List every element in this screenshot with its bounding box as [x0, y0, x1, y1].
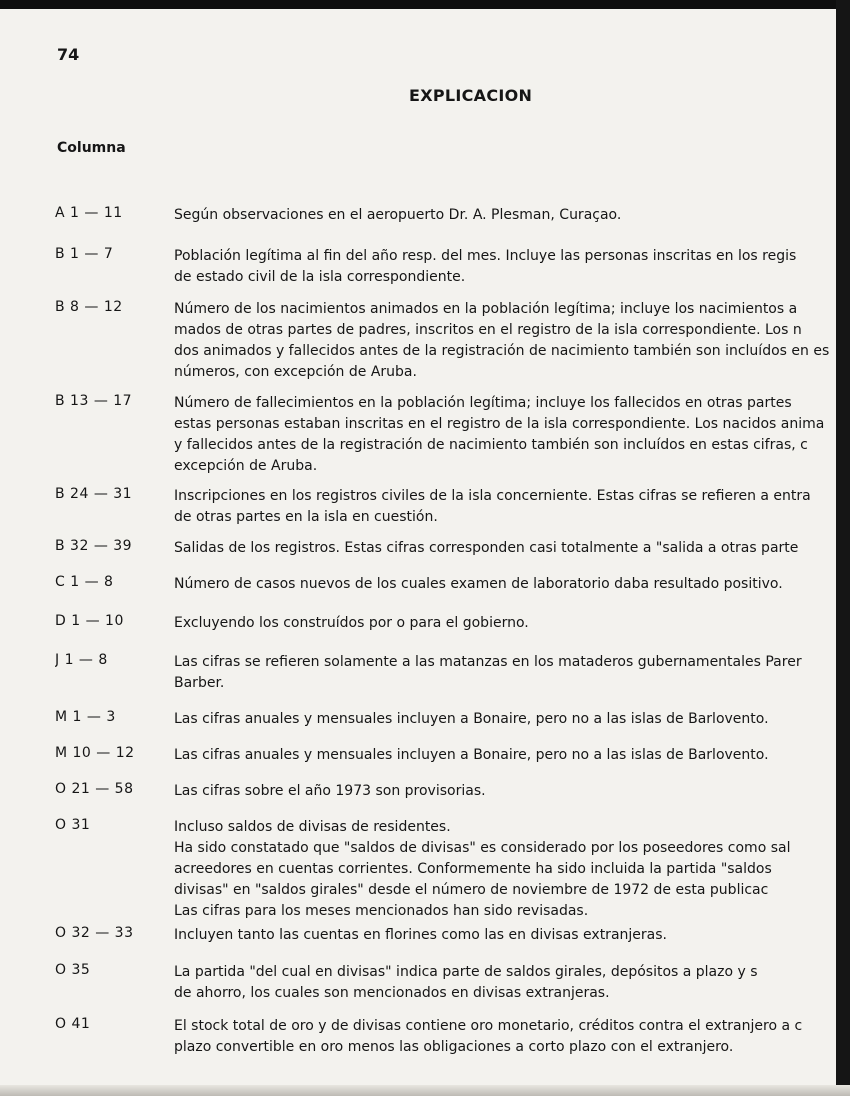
scan-top-edge	[0, 0, 850, 9]
entry-reference: A 1 — 11	[55, 205, 123, 221]
entry-description-line: Excluyendo los construídos por o para el gobierno.	[174, 615, 529, 631]
entry-description-line: Salidas de los registros. Estas cifras corresponden casi totalmente a "salida a otras parte	[174, 540, 799, 556]
entry-description-line: Población legítima al fin del año resp. del mes. Incluye las personas inscritas en los regis	[174, 248, 797, 264]
entry-description	[174, 709, 834, 730]
entry-description-line: divisas" en "saldos girales" desde el número de noviembre de 1972 de esta publicac	[174, 882, 769, 898]
explanation-entry	[55, 1016, 834, 1058]
entry-description-line: El stock total de oro y de divisas contiene oro monetario, créditos contra el extranjero a c	[174, 1018, 803, 1034]
explanation-entry	[55, 745, 834, 766]
entry-description-line: Ha sido constatado que "saldos de divisas" es considerado por los poseedores como sal	[174, 840, 791, 856]
entry-description	[174, 1016, 834, 1058]
explanation-entry	[55, 538, 834, 559]
entry-reference: C 1 — 8	[55, 574, 114, 590]
entry-description	[174, 246, 834, 288]
scan-bottom-edge	[0, 1085, 850, 1096]
entry-reference: B 1 — 7	[55, 246, 114, 262]
entry-description-line: Inscripciones en los registros civiles de la isla concerniente. Estas cifras se refieren a entra	[174, 488, 811, 504]
entry-reference: O 21 — 58	[55, 781, 134, 797]
explanation-entry	[55, 925, 834, 946]
entry-description-line: dos animados y fallecidos antes de la registración de nacimiento también son incluídos en es	[174, 343, 830, 359]
entry-reference: J 1 — 8	[55, 652, 108, 668]
explanation-entry	[55, 613, 834, 634]
page-title: EXPLICACION	[409, 86, 533, 105]
entry-description	[174, 613, 834, 634]
explanation-entry	[55, 486, 834, 528]
entry-description	[174, 925, 834, 946]
explanation-entry	[55, 205, 834, 226]
entry-description-line: mados de otras partes de padres, inscritos en el registro de la isla correspondiente. Los n	[174, 322, 802, 338]
entry-description	[174, 393, 834, 477]
entry-description-line: Número de casos nuevos de los cuales examen de laboratorio daba resultado positivo.	[174, 576, 783, 592]
entry-description-line: Incluso saldos de divisas de residentes.	[174, 819, 451, 835]
entry-description-line: Las cifras para los meses mencionados han sido revisadas.	[174, 903, 589, 919]
entry-description	[174, 817, 834, 922]
entry-description	[174, 205, 834, 226]
explanation-entry	[55, 709, 834, 730]
scan-right-edge	[836, 0, 850, 1096]
entry-reference: O 32 — 33	[55, 925, 134, 941]
explanation-entry	[55, 962, 834, 1004]
entry-description-line: excepción de Aruba.	[174, 458, 318, 474]
entry-description-line: y fallecidos antes de la registración de nacimiento también son incluídos en estas cifras, c	[174, 437, 808, 453]
entry-description	[174, 962, 834, 1004]
entry-description	[174, 574, 834, 595]
entry-description	[174, 538, 834, 559]
entry-description	[174, 299, 834, 383]
entry-reference: O 31	[55, 817, 91, 833]
column-heading: Columna	[57, 140, 126, 156]
entry-reference: M 1 — 3	[55, 709, 116, 725]
entry-description-line: Según observaciones en el aeropuerto Dr. A. Plesman, Curaçao.	[174, 207, 622, 223]
entry-description-line: Número de fallecimientos en la población legítima; incluye los fallecidos en otras partes	[174, 395, 792, 411]
entry-description-line: Las cifras anuales y mensuales incluyen a Bonaire, pero no a las islas de Barlovento.	[174, 747, 769, 763]
entry-reference: B 13 — 17	[55, 393, 133, 409]
explanation-entry	[55, 574, 834, 595]
entry-description-line: Incluyen tanto las cuentas en florines como las en divisas extranjeras.	[174, 927, 667, 943]
entry-description-line: números, con excepción de Aruba.	[174, 364, 417, 380]
entry-description	[174, 652, 834, 694]
entry-description	[174, 486, 834, 528]
entry-description-line: Las cifras sobre el año 1973 son provisorias.	[174, 783, 486, 799]
entry-description-line: La partida "del cual en divisas" indica parte de saldos girales, depósitos a plazo y s	[174, 964, 758, 980]
entry-reference: O 35	[55, 962, 91, 978]
explanation-entry	[55, 299, 834, 383]
explanation-entry	[55, 817, 834, 922]
entry-description-line: estas personas estaban inscritas en el registro de la isla correspondiente. Los nacidos anima	[174, 416, 825, 432]
explanation-entry	[55, 652, 834, 694]
entry-reference: B 32 — 39	[55, 538, 133, 554]
entry-description	[174, 745, 834, 766]
entry-description-line: Número de los nacimientos animados en la población legítima; incluye los nacimientos a	[174, 301, 798, 317]
entry-description-line: de estado civil de la isla correspondiente.	[174, 269, 466, 285]
entry-description-line: acreedores en cuentas corrientes. Conformemente ha sido incluida la partida "saldos	[174, 861, 772, 877]
entry-reference: O 41	[55, 1016, 91, 1032]
entry-description-line: Las cifras anuales y mensuales incluyen a Bonaire, pero no a las islas de Barlovento.	[174, 711, 769, 727]
entry-reference: B 8 — 12	[55, 299, 123, 315]
explanation-entry	[55, 393, 834, 477]
explanation-entry	[55, 781, 834, 802]
page-number: 74	[57, 45, 80, 64]
entry-description-line: plazo convertible en oro menos las obligaciones a corto plazo con el extranjero.	[174, 1039, 734, 1055]
entry-reference: D 1 — 10	[55, 613, 124, 629]
entry-description-line: Las cifras se refieren solamente a las matanzas en los mataderos gubernamentales Parer	[174, 654, 802, 670]
entry-description-line: Barber.	[174, 675, 225, 691]
entry-description-line: de otras partes en la isla en cuestión.	[174, 509, 438, 525]
entry-description-line: de ahorro, los cuales son mencionados en divisas extranjeras.	[174, 985, 610, 1001]
entry-reference: M 10 — 12	[55, 745, 135, 761]
entry-description	[174, 781, 834, 802]
explanation-entry	[55, 246, 834, 288]
entry-reference: B 24 — 31	[55, 486, 133, 502]
